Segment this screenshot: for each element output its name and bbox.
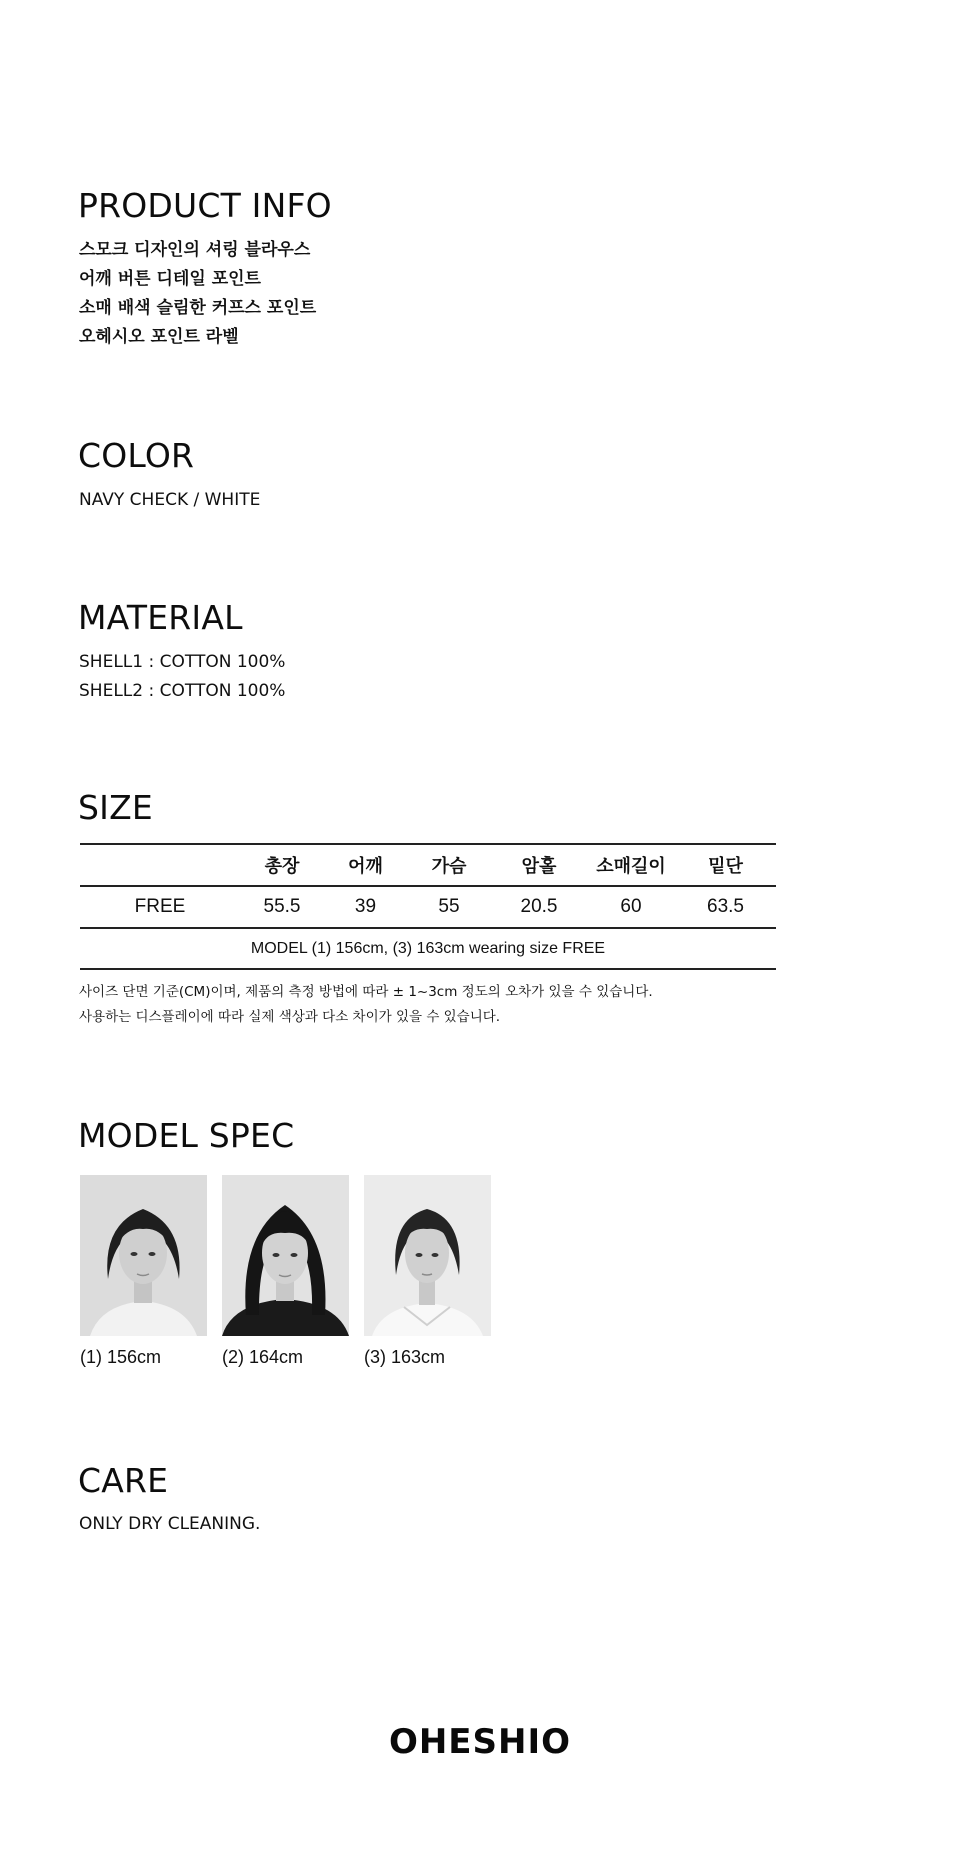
size-value-cell: 55.5: [263, 896, 301, 917]
size-value-cell: 63.5: [707, 896, 744, 917]
product-info-line: 어깨 버튼 디테일 포인트: [79, 269, 261, 289]
size-value-cell: 60: [620, 896, 642, 917]
material-title: MATERIAL: [78, 598, 243, 637]
product-info-line: 오헤시오 포인트 라벨: [79, 327, 239, 347]
size-table-header-row: [80, 844, 776, 886]
care-title: CARE: [78, 1461, 169, 1500]
material-list: [79, 648, 285, 706]
size-header-cell: 밑단: [708, 856, 743, 877]
model-photo: [364, 1175, 491, 1336]
size-table: [80, 843, 776, 970]
model-card: [364, 1175, 491, 1368]
size-header-cell: 암홀: [521, 856, 557, 877]
table-row: [80, 886, 776, 928]
model-photo: [222, 1175, 349, 1336]
model-caption: (2) 164cm: [222, 1347, 304, 1367]
size-header-cell: 소매길이: [596, 856, 666, 877]
model-caption: (1) 156cm: [80, 1347, 162, 1367]
model-spec-title: MODEL SPEC: [78, 1116, 295, 1155]
size-note-line: 사용하는 디스플레이에 따라 실제 색상과 다소 차이가 있을 수 있습니다.: [79, 1009, 501, 1025]
brand-logo: OHESHIO: [388, 1722, 572, 1762]
material-line: SHELL1 : COTTON 100%: [79, 652, 286, 672]
size-note-line: 사이즈 단면 기준(CM)이며, 제품의 측정 방법에 따라 ± 1~3cm 정도의 오차가 있을 수 있습니다.: [79, 984, 653, 1000]
model-caption: (3) 163cm: [364, 1347, 446, 1367]
model-photo: [80, 1175, 207, 1336]
size-header-cell: 총장: [264, 856, 300, 877]
model-gallery: [80, 1175, 491, 1368]
color-title: COLOR: [78, 436, 195, 475]
model-card: [80, 1175, 207, 1368]
product-info-line: 스모크 디자인의 셔링 블라우스: [79, 240, 311, 260]
size-header-cell: [80, 844, 240, 886]
size-title: SIZE: [78, 788, 153, 827]
product-info-line: 소매 배색 슬림한 커프스 포인트: [79, 298, 317, 318]
product-info-title: PRODUCT INFO: [78, 186, 332, 225]
color-value: NAVY CHECK / WHITE: [79, 490, 261, 510]
size-label-cell: FREE: [134, 896, 186, 917]
size-notes: [79, 980, 653, 1030]
size-value-cell: 39: [354, 896, 377, 917]
model-card: [222, 1175, 349, 1368]
size-header-cell: 어깨: [348, 856, 383, 877]
table-row: [80, 928, 776, 969]
care-value: ONLY DRY CLEANING.: [79, 1514, 261, 1534]
model-size-note: MODEL (1) 156cm, (3) 163cm wearing size FREE: [250, 939, 606, 957]
size-header-cell: 가슴: [431, 856, 467, 877]
product-info-list: [79, 236, 316, 352]
size-value-cell: 55: [438, 896, 460, 917]
material-line: SHELL2 : COTTON 100%: [79, 681, 286, 701]
size-value-cell: 20.5: [520, 896, 558, 917]
